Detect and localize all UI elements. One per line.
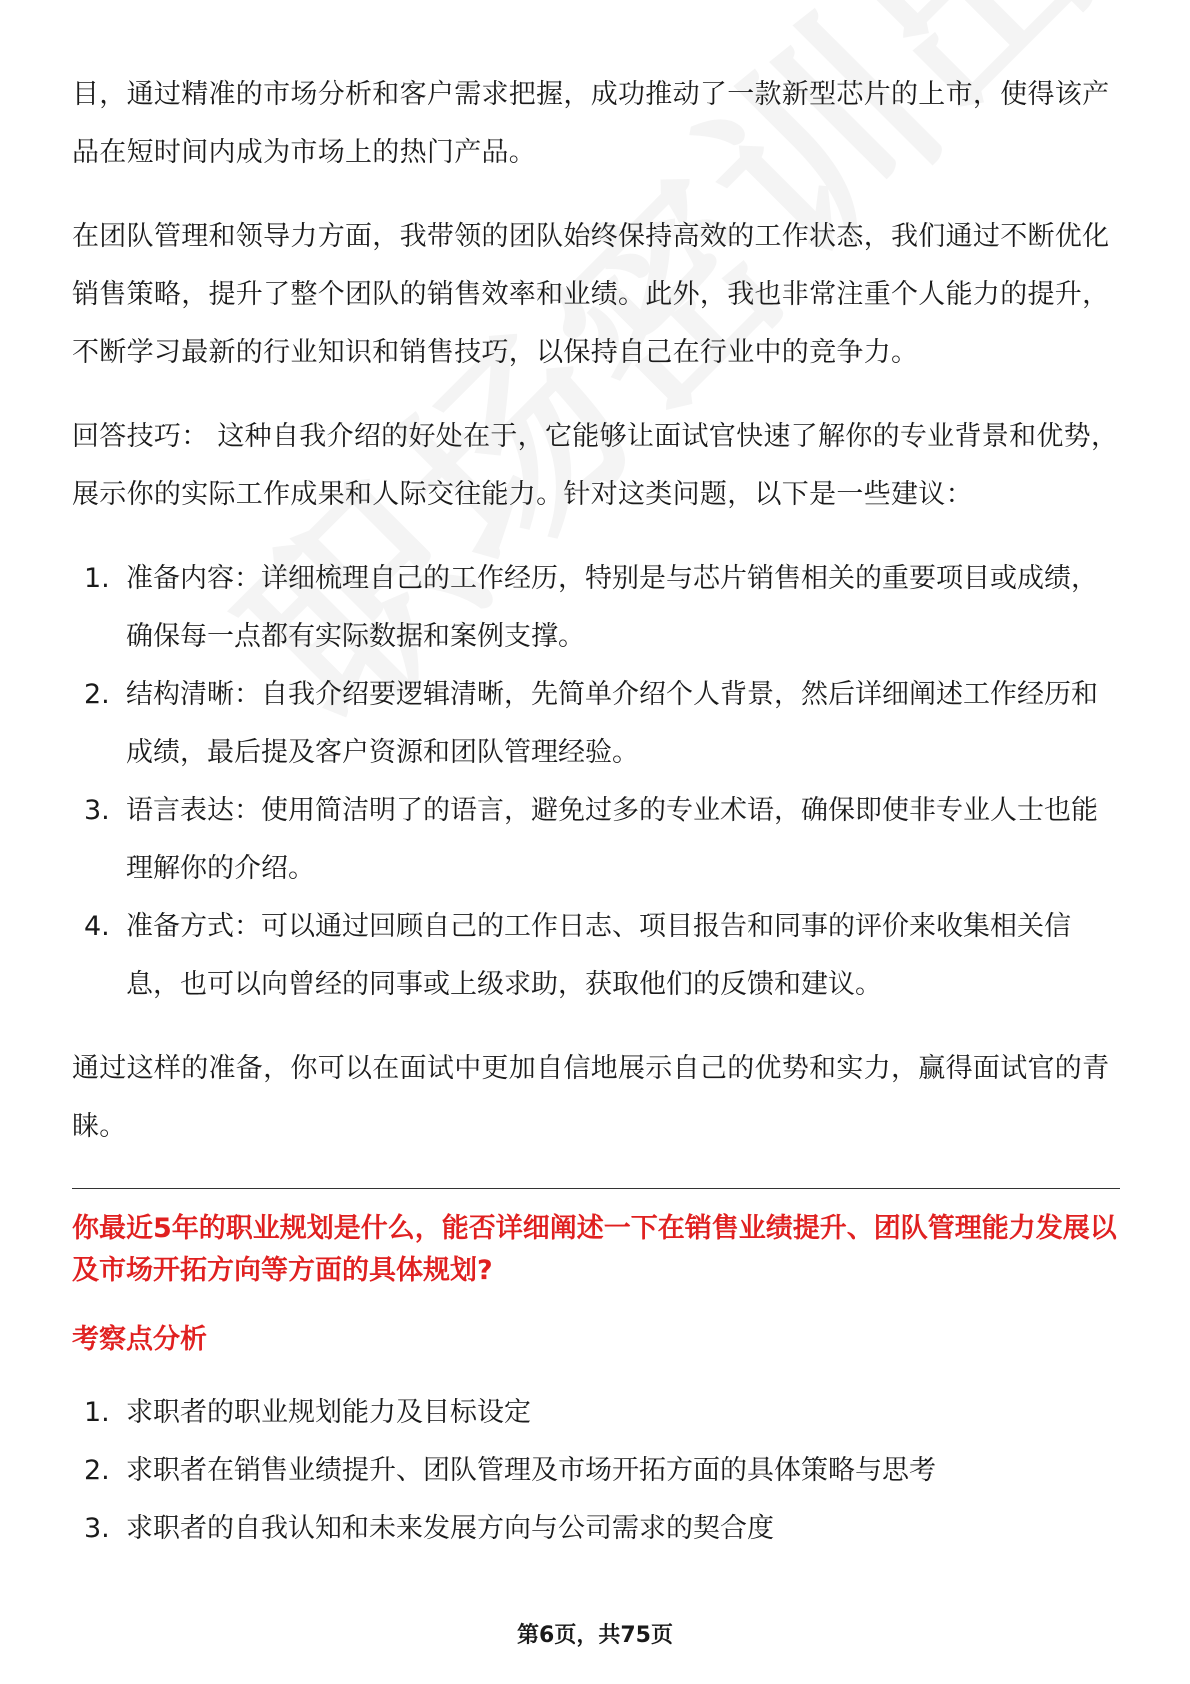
list-number: 2. bbox=[84, 679, 110, 710]
list-item bbox=[72, 782, 1120, 898]
list-text: 求职者的自我认知和未来发展方向与公司需求的契合度 bbox=[126, 1513, 774, 1544]
list-number: 1. bbox=[84, 1397, 110, 1428]
section-divider bbox=[72, 1188, 1120, 1189]
list-number: 2. bbox=[84, 1455, 110, 1486]
list-text: 语言表达：使用简洁明了的语言，避免过多的专业术语，确保即使非专业人士也能理解你的介绍。 bbox=[126, 795, 1098, 884]
list-text: 求职者的职业规划能力及目标设定 bbox=[126, 1397, 531, 1428]
list-number: 4. bbox=[84, 911, 110, 942]
paragraph-answer-tips: 回答技巧： 这种自我介绍的好处在于，它能够让面试官快速了解你的专业背景和优势，展示你的实际工作成果和人际交往能力。针对这类问题，以下是一些建议： bbox=[72, 421, 1119, 510]
list-item bbox=[72, 550, 1120, 666]
list-item bbox=[72, 1500, 1120, 1558]
tips-list bbox=[72, 550, 1120, 1014]
analysis-list bbox=[72, 1384, 1120, 1558]
page-footer: 第6页，共75页 bbox=[517, 1623, 673, 1648]
paragraph-1: 目，通过精准的市场分析和客户需求把握，成功推动了一款新型芯片的上市，使得该产品在短时间内成为市场上的热门产品。 bbox=[72, 79, 1110, 168]
list-number: 1. bbox=[84, 563, 110, 594]
question-heading: 你最近5年的职业规划是什么，能否详细阐述一下在销售业绩提升、团队管理能力发展以及市场开拓方向等方面的具体规划? bbox=[72, 1213, 1117, 1286]
list-number: 3. bbox=[84, 795, 110, 826]
list-number: 3. bbox=[84, 1513, 110, 1544]
list-item bbox=[72, 1384, 1120, 1442]
paragraph-2: 在团队管理和领导力方面，我带领的团队始终保持高效的工作状态，我们通过不断优化销售策略，提升了整个团队的销售效率和业绩。此外，我也非常注重个人能力的提升，不断学习最新的行业知识和销售技巧，以保持自己在行业中的竞争力。 bbox=[72, 221, 1110, 368]
conclusion-paragraph: 通过这样的准备，你可以在面试中更加自信地展示自己的优势和实力，赢得面试官的青睐。 bbox=[72, 1053, 1110, 1142]
list-item bbox=[72, 666, 1120, 782]
list-text: 准备内容：详细梳理自己的工作经历，特别是与芯片销售相关的重要项目或成绩，确保每一点都有实际数据和案例支撑。 bbox=[126, 563, 1098, 652]
analysis-title: 考察点分析 bbox=[72, 1324, 207, 1355]
list-text: 求职者在销售业绩提升、团队管理及市场开拓方面的具体策略与思考 bbox=[126, 1455, 936, 1486]
list-item bbox=[72, 898, 1120, 1014]
list-text: 准备方式：可以通过回顾自己的工作日志、项目报告和同事的评价来收集相关信息，也可以向曾经的同事或上级求助，获取他们的反馈和建议。 bbox=[126, 911, 1071, 1000]
list-item bbox=[72, 1442, 1120, 1500]
list-text: 结构清晰：自我介绍要逻辑清晰，先简单介绍个人背景，然后详细阐述工作经历和成绩，最后提及客户资源和团队管理经验。 bbox=[126, 679, 1098, 768]
document-body bbox=[72, 66, 1120, 1182]
